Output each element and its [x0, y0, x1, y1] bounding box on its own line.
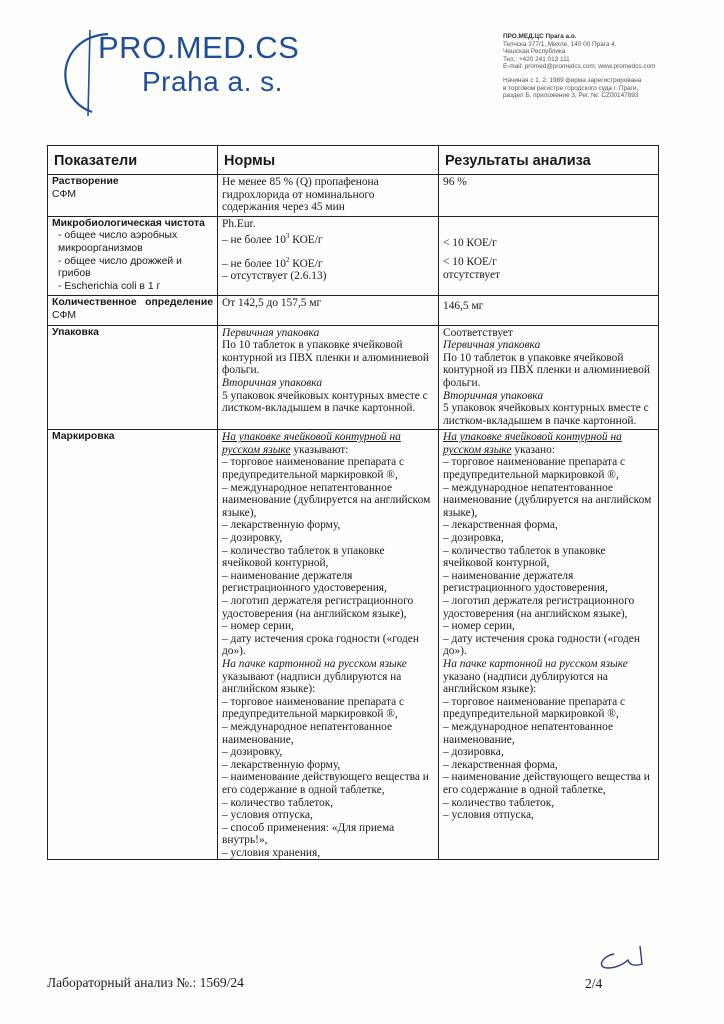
row-label: Количественное определение	[52, 297, 213, 309]
norm-cell: Не менее 85 % (Q) пропафенона гидрохлорида от номинального содержания через 45 мин	[218, 175, 439, 217]
result-item: – наименование держателя регистрационного удостоверения,	[443, 569, 608, 595]
norm-subtitle: На упаковке ячейковой контурной на русском языке указывают:	[222, 431, 401, 456]
norm-item: – не более $10^2$ КОЕ/г	[222, 255, 323, 270]
result-subtitle: На пачке картонной на русском языке указано (надписи дублируются на английском языке):	[443, 657, 628, 696]
result-item: – международное непатентованное наименование (дублируется на английском языке),	[443, 481, 652, 519]
result-item: отсутствует	[443, 268, 500, 281]
logo-line-1: PRO.MED.CS	[98, 30, 300, 65]
result-item: – дозировка,	[443, 746, 504, 759]
header-indicators: Показатели	[48, 146, 218, 175]
result-item: – наименование действующего вещества и его содержание в одной таблетке,	[443, 771, 650, 796]
result-item: – условия отпуска,	[443, 809, 534, 822]
norm-item: – дозировку,	[222, 532, 283, 545]
result-item: – лекарственная форма,	[443, 519, 558, 532]
row-label: Упаковка	[52, 326, 99, 338]
footer-lab-analysis: Лабораторный анализ №.: 1569/24	[47, 975, 244, 990]
table-row	[48, 430, 659, 860]
row-method: СФМ	[52, 309, 77, 321]
result-item: – международное непатентованное наименование,	[443, 720, 614, 746]
norm-item: – торговое наименование препарата с предупредительной маркировкой ®,	[222, 456, 405, 482]
row-method: СФМ	[52, 188, 77, 200]
result-cell: 96 %	[439, 175, 659, 217]
row-sublabel: - общее число дрожжей и грибов	[58, 255, 182, 280]
result-subtitle: Первичная упаковка	[443, 339, 541, 352]
norm-item: – отсутствует (2.6.13)	[222, 270, 327, 283]
result-item: – логотип держателя регистрационного удостоверения (на английском языке),	[443, 595, 635, 620]
result-item: – дозировка,	[443, 532, 504, 545]
result-text: По 10 таблеток в упаковке ячейковой контурной из ПВХ пленки и алюминиевой фольги.	[443, 351, 650, 389]
norm-reference: Ph.Eur.	[222, 217, 256, 230]
norm-item: – торговое наименование препарата с предупредительной маркировкой ®,	[222, 695, 405, 721]
analysis-table	[47, 145, 659, 860]
norm-subtitle: Вторичная упаковка	[222, 376, 323, 389]
result-item: – торговое наименование препарата с предупредительной маркировкой ®,	[443, 456, 626, 482]
row-sublabel: - Escherichia coli в 1 г	[58, 280, 161, 292]
norm-item: – логотип держателя регистрационного удостоверения (на английском языке),	[222, 595, 414, 620]
row-label: Растворение	[52, 176, 119, 187]
row-sublabel: - общее число аэробных микроорганизмов	[58, 230, 178, 254]
registration-line: раздел Б, приложение 3, Рег. №: CZ00147893	[503, 92, 639, 100]
header-results: Результаты анализа	[439, 146, 659, 175]
table-row	[48, 325, 659, 430]
norm-item: – наименование действующего вещества и его содержание в одной таблетке,	[222, 771, 429, 796]
company-phone: Тел.: +420 241 013 111	[503, 55, 570, 63]
result-item: – дату истечения срока годности («годен до»).	[443, 632, 640, 658]
norm-item: – международное непатентованное наименование (дублируется на английском языке),	[222, 481, 431, 519]
logo-line-2: Praha a. s.	[142, 66, 283, 97]
table-row	[48, 216, 659, 296]
registration-line: в торговом регистре городского суда г. Праги,	[503, 84, 639, 92]
registration-line: Начиная с 1. 2. 1989 фирма зарегистрирована	[503, 76, 642, 84]
result-item: – количество таблеток в упаковке ячейковой контурной,	[443, 544, 606, 570]
norm-text: 5 упаковок ячейковых контурных вместе с листком-вкладышем в пачке картонной.	[222, 389, 428, 415]
norm-cell: От 142,5 до 157,5 мг	[218, 296, 439, 325]
norm-item: – способ применения: «Для приема внутрь!»,	[222, 821, 395, 847]
norm-subtitle: Первичная упаковка	[222, 326, 320, 339]
row-label: Микробиологическая чистота	[52, 217, 205, 229]
norm-item: – не более $10^3$ КОЕ/г	[222, 232, 323, 247]
result-subtitle: На упаковке ячейковой контурной на русском языке указано:	[443, 431, 622, 456]
company-country: Чешская Республика	[503, 48, 566, 56]
norm-item: – количество таблеток,	[222, 796, 334, 809]
result-subtitle: Вторичная упаковка	[443, 389, 544, 402]
header-norms: Нормы	[218, 146, 439, 175]
norm-item: – номер серии,	[222, 620, 294, 633]
norm-item: – дозировку,	[222, 746, 283, 759]
norm-item: – лекарственную форму,	[222, 758, 341, 771]
norm-item: – условия отпуска,	[222, 809, 313, 822]
result-item: – торговое наименование препарата с предупредительной маркировкой ®,	[443, 695, 626, 721]
signature-mark	[586, 938, 656, 974]
norm-text: указывают (надписи дублируются на английском языке):	[222, 670, 402, 696]
norm-text: По 10 таблеток в упаковке ячейковой контурной из ПВХ пленки и алюминиевой фольги.	[222, 339, 429, 377]
table-row	[48, 175, 659, 217]
result-item: – номер серии,	[443, 620, 515, 633]
result-item: < 10 КОЕ/г	[443, 236, 497, 249]
table-row	[48, 296, 659, 325]
norm-item: – наименование держателя регистрационного удостоверения,	[222, 569, 387, 595]
result-item: – лекарственная форма,	[443, 758, 558, 771]
company-info	[503, 33, 703, 100]
norm-item: – международное непатентованное наименование,	[222, 720, 393, 746]
footer-page-number: 2/4	[585, 976, 603, 991]
result-item: – количество таблеток,	[443, 796, 555, 809]
norm-item: – количество таблеток в упаковке ячейковой контурной,	[222, 544, 385, 570]
company-name: ПРО.МЕД.ЦС Прага а.о.	[503, 33, 577, 40]
company-email: E-mail: promed@promedcs.com; www.promedcs.com	[503, 63, 656, 71]
result-conformity: Соответствует	[443, 326, 513, 339]
table-header-row	[48, 146, 659, 175]
result-cell: 146,5 мг	[439, 296, 659, 325]
norm-item: – дату истечения срока годности («годен до»).	[222, 632, 419, 658]
result-item: < 10 КОЕ/г	[443, 256, 497, 269]
norm-item: – лекарственную форму,	[222, 519, 341, 532]
company-address: Телчска 377/1, Михле, 140 00 Прага 4,	[503, 40, 617, 48]
norm-subtitle: На пачке картонной на русском языке	[222, 657, 407, 670]
row-label: Маркировка	[52, 431, 115, 443]
result-text: 5 упаковок ячейковых контурных вместе с листком-вкладышем в пачке картонной.	[443, 402, 649, 427]
norm-item: – условия хранения,	[222, 846, 321, 859]
